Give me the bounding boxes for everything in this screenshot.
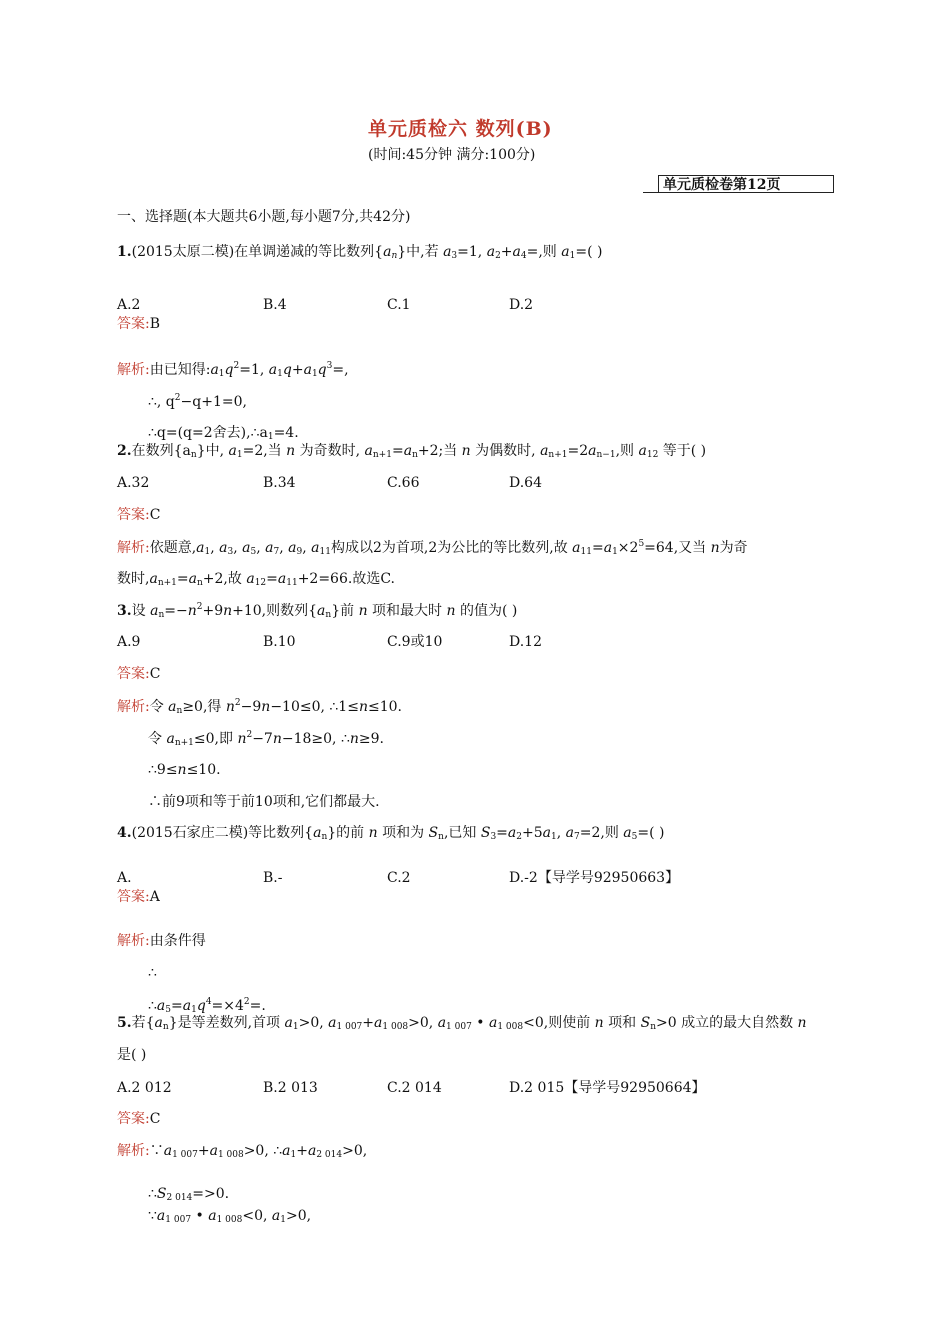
q1-analysis-line-3: ∴q=(q=2舍去)$,\therefore a_1=4$. [148,425,299,442]
q5-option-c[interactable]: C.2 014 [387,1080,442,1096]
q3-option-b[interactable]: B.10 [263,634,296,650]
q2-analysis-line-1: 解析:依题意$,a_1$, $a_3$, $a_5$, $a_7$, $a_9$, $a_{11}$构成以2为首项,2为公比的等比数列,故 $a_{11}=a_1\times 2^5=64$,又当 n为奇 [117,539,748,557]
q1-option-a[interactable]: A.2 [117,297,141,313]
q4-option-d[interactable]: D.-2【导学号92950663】 [509,870,680,886]
q4-option-c[interactable]: C.2 [387,870,411,886]
question-number: 1. [117,244,132,260]
q2-option-a[interactable]: A.32 [117,475,150,491]
q5-analysis-line-1: 解析$:\because a_{1 007}+a_{1 008}>0$, $\therefore a_1+a_{2 014}>0$, [117,1143,368,1160]
q3-analysis-line-2: 令 $a_{n+1}\le 0$,即 $n^2-7n-18\ge 0$, ∴n≥9. [148,730,384,748]
question-1: 1.(2015太原二模)在单调递减的等比数列$\{a_n\}$中,若 $a_3=1$, $a_2+a_4=$,则 $a_1=$( ) [117,244,603,261]
page-reference-box[interactable]: 单元质检卷第12页 [658,175,834,193]
q1-analysis-line-1: 解析:由已知得$:a_1q^2=1$, $a_1q+a_1q^3=$, [117,361,349,379]
q3-analysis-line-4: ∴前9项和等于前10项和,它们都最大. [148,794,380,810]
q1-option-c[interactable]: C.1 [387,297,411,313]
page-title: 单元质检六 数列(B) [368,118,553,140]
question-3: 3.设 $a_n=-n^2+9n+10$,则数列$\{a_n\}$前 n 项和最大时 n 的值为( ) [117,602,518,620]
q3-option-a[interactable]: A.9 [117,634,141,650]
q1-option-d[interactable]: D.2 [509,297,534,313]
q5-answer: 答案:C [117,1111,161,1127]
q4-answer: 答案:A [117,889,160,905]
q3-analysis-line-3: ∴9≤n≤10. [148,762,221,778]
q1-answer: 答案:B [117,316,161,332]
q5-option-d[interactable]: D.2 015【导学号92950664】 [509,1080,706,1096]
q1-analysis-line-2: ∴, $q^2-q+1=0$, [148,393,247,410]
q4-option-a[interactable]: A. [117,870,132,886]
q4-option-b[interactable]: B.- [263,870,283,886]
q2-option-c[interactable]: C.66 [387,475,420,491]
section-heading: 一、选择题(本大题共6小题,每小题7分,共42分) [117,209,411,225]
q3-analysis-line-1: 解析:令 $a_n\ge 0$,得 $n^2-9n-10\le 0$, ∴1≤n≤10. [117,698,402,716]
page-subtitle: (时间:45分钟 满分:100分) [368,147,536,163]
q4-analysis-line-3: $\therefore a_5=a_1q^4=\times 4^2=$. [148,997,266,1015]
q2-option-d[interactable]: D.64 [509,475,542,491]
question-5-line-2: 是( ) [117,1047,147,1063]
q2-answer: 答案:C [117,507,161,523]
question-5: 5.若$\{a_n\}$是等差数列,首项 $a_1>0$, $a_{1 007}+a_{1 008}>0$, $a_{1 007}$ • $a_{1 008}<0$,则使前 n 项和 $S_n>0$ 成立的最大自然数 n [117,1015,807,1032]
q3-option-d[interactable]: D.12 [509,634,542,650]
question-4: 4.(2015石家庄二模)等比数列$\{a_n\}$的前 n 项和为 $S_n$,已知 $S_3=a_2+5a_1$, $a_7=2$,则 $a_5=$( ) [117,825,665,842]
q5-analysis-line-3: $\because a_{1 007}$ • $a_{1 008}<0$, $a_1>0$, [148,1208,312,1225]
q3-option-c[interactable]: C.9或10 [387,634,443,650]
q3-answer: 答案:C [117,666,161,682]
q5-option-a[interactable]: A.2 012 [117,1080,172,1096]
q4-analysis-line-1: 解析:由条件得 [117,933,206,949]
q2-analysis-line-2: 数时$,a_{n+1}=a_n+2$,故 $a_{12}=a_{11}+2=66$.故选C. [117,571,395,588]
q5-analysis-line-2: $\therefore S_{2 014}=>0$. [148,1186,230,1203]
q4-analysis-line-2: ∴ [148,965,157,981]
page-ref-divider [643,192,658,193]
question-2: 2.在数列$\{a_n\}$中, $a_1=2$,当 n 为奇数时, $a_{n+1}=a_n+2$;当 n 为偶数时, $a_{n+1}=2a_{n-1}$,则 $a_{12}$ 等于( ) [117,443,707,460]
q2-option-b[interactable]: B.34 [263,475,296,491]
q1-option-b[interactable]: B.4 [263,297,287,313]
q5-option-b[interactable]: B.2 013 [263,1080,318,1096]
